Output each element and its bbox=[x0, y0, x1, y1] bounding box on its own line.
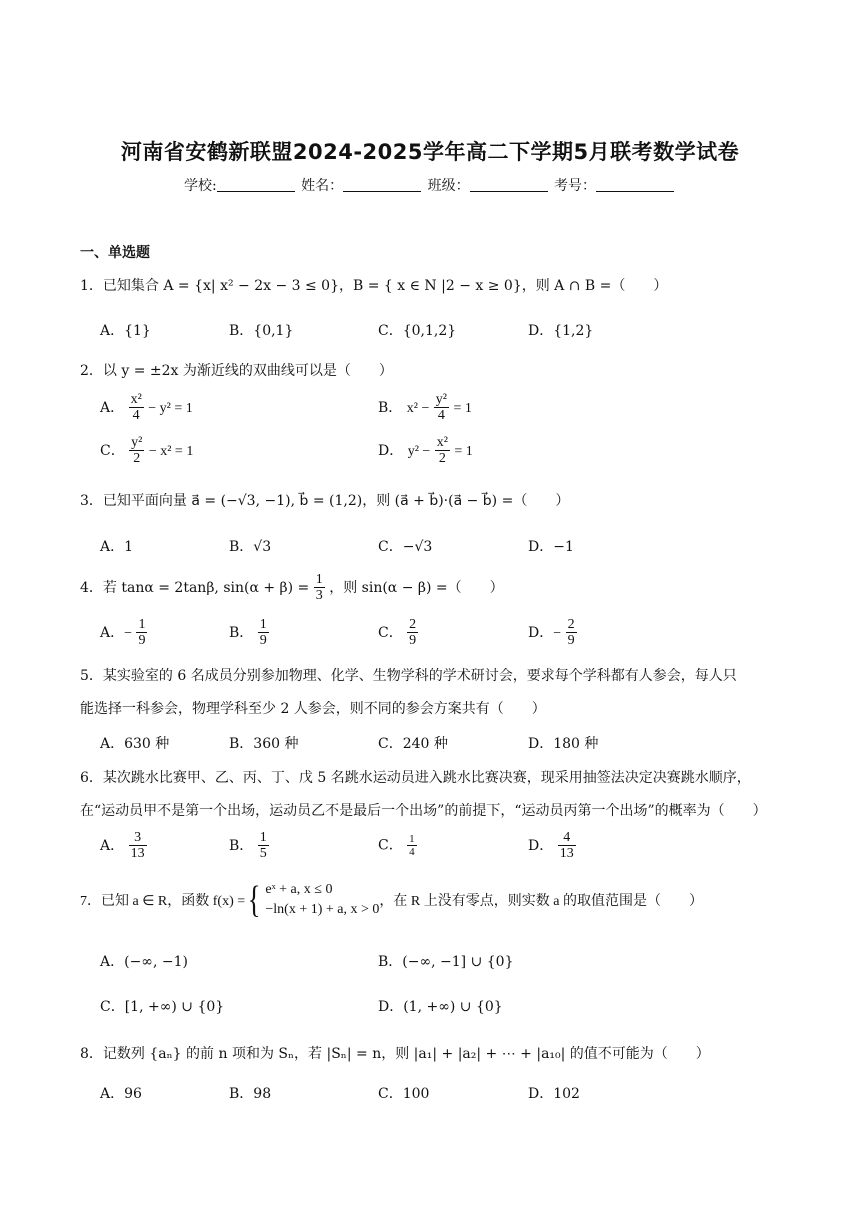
q7-option-d: D．(1, +∞) ∪ {0} bbox=[378, 999, 503, 1015]
q2-d-rest: = 1 bbox=[454, 443, 473, 459]
question-7-stem bbox=[80, 880, 703, 920]
q7-function-def bbox=[80, 880, 703, 920]
q7-option-b: B．(−∞, −1] ∪ {0} bbox=[378, 954, 514, 970]
q4-stem-fraction bbox=[314, 572, 325, 604]
q2-option-d bbox=[378, 435, 473, 467]
q4-stem-num: 1 bbox=[315, 572, 323, 587]
q2-a-den: 4 bbox=[132, 408, 140, 424]
school-label: 学校: bbox=[183, 178, 217, 194]
q8-option-a: A．96 bbox=[100, 1086, 142, 1102]
q7-option-c: C．[1, +∞) ∪ {0} bbox=[100, 999, 225, 1015]
q4-option-c bbox=[378, 617, 418, 649]
q7-option-a: A．(−∞, −1) bbox=[100, 954, 188, 970]
q2-b-rest: = 1 bbox=[453, 400, 472, 416]
question-4-stem bbox=[80, 572, 504, 604]
q3-option-d: D．−1 bbox=[528, 539, 574, 555]
q8-option-b: B．98 bbox=[229, 1086, 272, 1102]
q4-b-num: 1 bbox=[259, 617, 267, 632]
q6-a-num: 3 bbox=[129, 830, 147, 846]
q2-b-fraction bbox=[434, 392, 449, 424]
question-1-stem: 1．已知集合 A = {x| x² − 2x − 3 ≤ 0}，B = { x ∈ N |2 − x ≥ 0}，则 A ∩ B =（ ） bbox=[80, 278, 668, 294]
q5-option-c: C．240 种 bbox=[378, 736, 448, 752]
q6-b-label: B． bbox=[229, 837, 254, 854]
number-blank bbox=[596, 177, 674, 192]
q6-d-den: 13 bbox=[559, 846, 574, 862]
q4-option-a bbox=[100, 617, 147, 649]
q7-case-1: eˣ + a, x ≤ 0 bbox=[265, 882, 333, 897]
q6-option-a bbox=[100, 830, 147, 862]
q4-b-den: 9 bbox=[259, 633, 267, 649]
q4-d-fraction bbox=[566, 617, 577, 649]
student-info-line bbox=[0, 175, 860, 195]
q4-stem-part-b: ，则 sin(α − β) =（ ） bbox=[329, 579, 504, 596]
q6-a-den: 13 bbox=[130, 846, 145, 862]
q1-option-a: A．{1} bbox=[100, 323, 151, 339]
piecewise-cases bbox=[265, 880, 379, 920]
q6-d-fraction bbox=[558, 830, 576, 862]
q5-option-d: D．180 种 bbox=[528, 736, 599, 752]
q4-a-fraction bbox=[136, 617, 147, 649]
q6-d-num: 4 bbox=[558, 830, 576, 846]
q4-stem-part-a: 4．若 tanα = 2tanβ, sin(α + β) = bbox=[80, 579, 310, 596]
class-blank bbox=[470, 177, 548, 192]
q2-c-num: y² bbox=[131, 435, 143, 450]
q4-c-num: 2 bbox=[409, 617, 417, 632]
q4-d-den: 9 bbox=[567, 633, 575, 649]
q2-d-den: 2 bbox=[438, 451, 446, 467]
q4-a-sign: − bbox=[124, 625, 133, 641]
q2-option-b-label: B． bbox=[378, 399, 403, 416]
q2-c-rest: − x² = 1 bbox=[148, 443, 194, 459]
school-blank bbox=[217, 177, 295, 192]
q2-option-a bbox=[100, 392, 193, 424]
q6-option-b bbox=[229, 830, 269, 862]
q7-case-2: −ln(x + 1) + a, x > 0 bbox=[265, 902, 380, 917]
q6-c-den: 4 bbox=[409, 846, 415, 859]
question-8-stem: 8．记数列 {aₙ} 的前 n 项和为 Sₙ，若 |Sₙ| = n，则 |a₁| + |a₂| + ⋯ + |a₁₀| 的值不可能为（ ） bbox=[80, 1046, 710, 1062]
name-blank bbox=[343, 177, 421, 192]
q2-b-pre: x² − bbox=[406, 400, 430, 416]
q2-a-fraction bbox=[129, 392, 144, 424]
q4-b-fraction bbox=[258, 617, 269, 649]
q4-b-label: B． bbox=[229, 624, 254, 641]
q4-d-label: D． bbox=[528, 624, 554, 641]
q6-option-c bbox=[378, 833, 417, 858]
q6-b-num: 1 bbox=[259, 830, 267, 845]
q6-a-label: A． bbox=[100, 837, 125, 854]
q4-c-fraction bbox=[407, 617, 418, 649]
q6-b-den: 5 bbox=[259, 846, 267, 862]
q2-a-num: x² bbox=[130, 392, 142, 407]
q6-option-d bbox=[528, 830, 576, 862]
q3-option-c: C．−√3 bbox=[378, 539, 433, 555]
question-3-stem: 3．已知平面向量 a⃗ = (−√3, −1), b⃗ = (1,2)，则 (a⃗ + b⃗)·(a⃗ − b⃗) =（ ） bbox=[80, 493, 570, 509]
q6-c-fraction bbox=[407, 833, 417, 858]
q2-a-rest: − y² = 1 bbox=[148, 400, 193, 416]
q6-c-num: 1 bbox=[409, 833, 415, 845]
class-label: 班级： bbox=[427, 178, 470, 194]
q4-d-sign: − bbox=[553, 625, 562, 641]
q1-option-b: B．{0,1} bbox=[229, 323, 294, 339]
question-5-line-1: 5．某实验室的 6 名成员分别参加物理、化学、生物学科的学术研讨会，要求每个学科都有人参会，每人只 bbox=[80, 668, 737, 684]
q3-option-a: A．1 bbox=[100, 539, 134, 555]
q2-option-a-label: A． bbox=[100, 399, 125, 416]
q5-option-a: A．630 种 bbox=[100, 736, 170, 752]
section-heading: 一、单选题 bbox=[80, 245, 150, 261]
q4-stem-den: 3 bbox=[315, 588, 323, 604]
q4-d-num: 2 bbox=[567, 617, 575, 632]
q1-option-d: D．{1,2} bbox=[528, 323, 594, 339]
q6-a-fraction bbox=[129, 830, 147, 862]
q2-d-num: x² bbox=[436, 435, 448, 450]
q4-c-label: C． bbox=[378, 624, 403, 641]
page-title: 河南省安鹤新联盟2024-2025学年高二下学期5月联考数学试卷 bbox=[120, 140, 740, 164]
piecewise-brace: { bbox=[247, 879, 261, 921]
q2-option-d-label: D． bbox=[378, 442, 404, 459]
q6-b-fraction bbox=[258, 830, 269, 862]
name-label: 姓名： bbox=[301, 178, 344, 194]
q2-c-den: 2 bbox=[133, 451, 141, 467]
q4-option-d bbox=[528, 617, 577, 649]
question-2-stem: 2．以 y = ±2x 为渐近线的双曲线可以是（ ） bbox=[80, 363, 393, 379]
q4-a-den: 9 bbox=[138, 633, 146, 649]
question-6-line-2: 在“运动员甲不是第一个出场，运动员乙不是最后一个出场”的前提下，“运动员丙第一个出场”的概率为（ ） bbox=[80, 803, 767, 819]
q8-option-d: D．102 bbox=[528, 1086, 580, 1102]
q8-option-c: C．100 bbox=[378, 1086, 430, 1102]
q2-b-num: y² bbox=[435, 392, 447, 407]
q2-d-fraction bbox=[435, 435, 450, 467]
number-label: 考号： bbox=[554, 178, 597, 194]
question-5-line-2: 能选择一科参会，物理学科至少 2 人参会，则不同的参会方案共有（ ） bbox=[80, 701, 546, 717]
q4-option-b bbox=[229, 617, 269, 649]
q3-option-b: B．√3 bbox=[229, 539, 272, 555]
q4-a-num: 1 bbox=[138, 617, 146, 632]
q2-c-fraction bbox=[129, 435, 144, 467]
q2-option-c-label: C． bbox=[100, 442, 125, 459]
q4-a-label: A． bbox=[100, 624, 125, 641]
q1-option-c: C．{0,1,2} bbox=[378, 323, 457, 339]
q2-option-b bbox=[378, 392, 472, 424]
q4-c-den: 9 bbox=[409, 633, 417, 649]
q6-d-label: D． bbox=[528, 837, 554, 854]
q7-stem-part-a: 7．已知 a ∈ R，函数 f(x) = bbox=[80, 894, 246, 909]
q6-c-label: C． bbox=[378, 837, 403, 854]
q2-b-den: 4 bbox=[437, 408, 445, 424]
q5-option-b: B．360 种 bbox=[229, 736, 299, 752]
q2-d-pre: y² − bbox=[407, 443, 431, 459]
q2-option-c bbox=[100, 435, 193, 467]
question-6-line-1: 6．某次跳水比赛甲、乙、丙、丁、戊 5 名跳水运动员进入跳水比赛决赛，现采用抽签法决定决赛跳水顺序， bbox=[80, 770, 751, 786]
q7-stem-part-b: ，在 R 上没有零点，则实数 a 的取值范围是（ ） bbox=[379, 894, 703, 909]
